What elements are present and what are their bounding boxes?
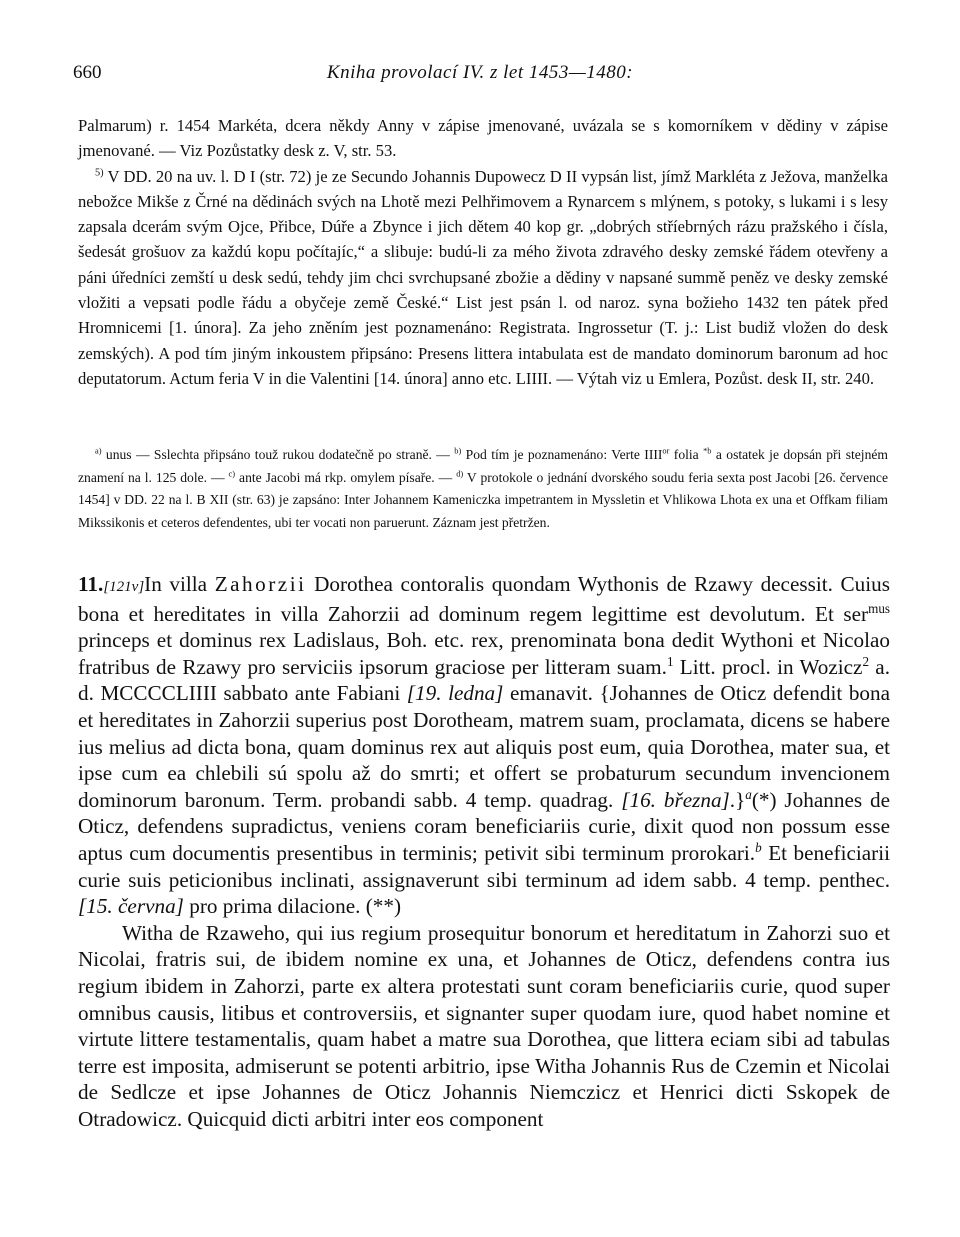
entry-text-6: emanavit. {Johannes de Oticz defendit bona et hereditates in Zahorzii superius post Dorotheam, matrem suam, proclamata, dicens se habere ius melius ad dicta bona, quam dominus rex aut aliquis post eum, quia Dorothea, mater sua, et ipse cum ea chlebili sú spolu až do smrti; et offert se probaturum secundum invencionem dominorum baronum. Term. probandi sabb. 4 temp. quadrag.	[78, 681, 891, 812]
footnote-ref-2: 2	[862, 653, 870, 669]
entry-paragraph-2: Witha de Rzaweho, qui ius regium prosequitur bonorum et hereditatum in Zahorzi suo et Nicolai, fratris sui, de ibidem nomine ex una, et Johannes de Oticz, defendens contra ius regium ibidem in Zahorzi, parte ex altera protestati sunt coram beneficiariis curie, quod super omnibus causis, litibus et controversiis, et signanter super quodam iure, quod habet nomine et virtute littere testamentalis, quam habet a matre sua Dorothea, que littera eciam sibi ad tabulas terre est imposita, admiserunt se potenti arbitrio, ipse Witha Johannis Rus de Czemin et Nicolai de Sedlcze et ipse Johannes de Oticz Johannis Niemczicz et Henrici dicti Sskopek de Otradowicz. Quicquid dicti arbitri inter eos component	[78, 920, 890, 1131]
entry-text-1: In villa	[144, 572, 215, 596]
note-mark-5: 5)	[95, 167, 104, 179]
apparatus-paragraph	[78, 444, 888, 534]
running-title: Kniha provolací IV. z let 1453—1480:	[326, 62, 634, 83]
footnote-ref-1: 1	[666, 653, 674, 669]
apparatus-mark-b: b)	[454, 445, 462, 456]
apparatus-text-4: a ostatek je dopsán při stejném znamení na l. 125 dole. —	[78, 447, 888, 485]
superscript-mus: mus	[868, 600, 890, 616]
entry-text-7: .}	[729, 787, 746, 812]
place-name-spaced: Zahorzii	[214, 572, 307, 596]
entry-text-3: princeps et dominus rex Ladislaus, Boh. etc. rex, prenominata bona dedit Wythoni et Nicolao fratribus de Rzawy pro serviciis ipsorum graciose per litteram suam.	[78, 628, 890, 679]
apparatus-text-2: Pod tím je poznamenáno: Verte IIII	[461, 447, 663, 462]
note-5-text: V DD. 20 na uv. l. D I (str. 72) je ze Secundo Johannis Dupowecz D II vypsán list, jímž Markléta z Ježova, manželka nebožce Mikše z Črné na dědinách svých na Lhotě mezi Pelhřimovem a Rynarcem s mlýnem, s potoky, s lukami i s lesy zapsala dcerám svým Ojce, Přibce, Dúře a Zbynce i jich dětem 40 kop gr. „dobrých stříebrných rázu pražského i čísla, šedesát grošuov za každú kopu počítajíc,“ a slibuje: budú-li za mého života zdravého desky zemské řádem otevřeny a páni úředníci zemští u desk sedú, tehdy jim chci svrchupsané zbožie a dědiny v napsané summě peněz ve desky zemské vložiti a vepsati podle řádu a obyčeje země České.“ List jest psán l. od naroz. syna božieho 1432 ten pátek před Hromnicemi [1. února]. Za jeho zněním jest poznamenáno: Registrata. Ingrossetur (T. j.: List budiž vložen do desk zemských). A pod tím jiným inkoustem připsáno: Presens littera intabulata est de mandato dominorum baronum ad hoc deputatorum. Actum feria V in die Valentini [14. února] anno etc. LIIII. — Výtah viz u Emlera, Pozůst. desk II, str. 240.	[78, 166, 888, 388]
apparatus-mark-c: c)	[228, 468, 236, 479]
page-number: 660	[73, 62, 102, 83]
apparatus-mark-star-b: *b	[703, 445, 712, 456]
entry-text-5: a. d. MCCCCLIIII sabbato ante Fabiani	[78, 654, 890, 706]
apparatus-text-3: folia	[669, 447, 704, 462]
date-gloss-3: [15. června]	[78, 894, 184, 919]
date-gloss-2: [16. března]	[621, 787, 730, 812]
apparatus-text-6: V protokole o jednání dvorského soudu feria sexta post Jacobi [26. července 1454] v DD. 22 na l. B XII (str. 63) je zapsáno: Inter Johannem Kameniczka impetrantem in Myssletin et Vhlikowa Lhota ex una et Offkam filiam Mikssikonis et ceteros defendentes, ubi ter vocati non paruerunt. Záznam jest přetržen.	[78, 469, 888, 530]
entry-text-9: Et beneficiarii curie suis peticionibus inclinati, assignaverunt sibi terminum ad idem sabb. 4 temp. penthec.	[78, 840, 890, 892]
entry-paragraph-1	[78, 571, 890, 920]
note-paragraph-5	[78, 164, 888, 392]
note-paragraph-continued: Palmarum) r. 1454 Markéta, dcera někdy Anny v zápise jmenované, uvázala se s komorníkem v dědiny v zápise jmenované. — Viz Pozůstatky desk z. V, str. 53.	[78, 116, 888, 161]
critical-apparatus	[78, 444, 888, 534]
apparatus-text-1: unus — Sslechta připsáno touž rukou dodatečně po straně. —	[101, 447, 455, 462]
apparatus-text-5: ante Jacobi má rkp. omylem písaře. —	[235, 469, 457, 485]
apparatus-mark-d: d)	[456, 468, 464, 479]
page-header	[73, 62, 887, 92]
entry-number: 11.	[78, 572, 104, 596]
apparatus-mark-a: a)	[95, 445, 102, 456]
entry-text-8: (*) Johannes de Oticz, defendens supradictus, veniens coram beneficiariis curie, dixit quod non possum esse aptus cum documentis presentibus in terminis; petivit sibi terminum prorokari.	[78, 787, 891, 865]
apparatus-ref-b: b	[755, 839, 762, 855]
folio-reference: [121v]	[103, 579, 145, 595]
apparatus-sup-or: or	[662, 445, 670, 456]
entry-text-4: Litt. procl. in Wozicz	[673, 654, 863, 679]
entry-text-10: pro prima dilacione. (**)	[183, 894, 402, 919]
apparatus-ref-a: a	[745, 786, 752, 802]
entry-text-2: Dorothea contoralis quondam Wythonis de Rzawy decessit. Cuius bona et hereditates in villa Zahorzii ad dominum regem legittime est devolutum. Et ser	[78, 572, 890, 626]
date-gloss-1: [19. ledna]	[406, 681, 504, 706]
notes-section	[78, 113, 888, 391]
entry-body	[78, 571, 890, 1132]
